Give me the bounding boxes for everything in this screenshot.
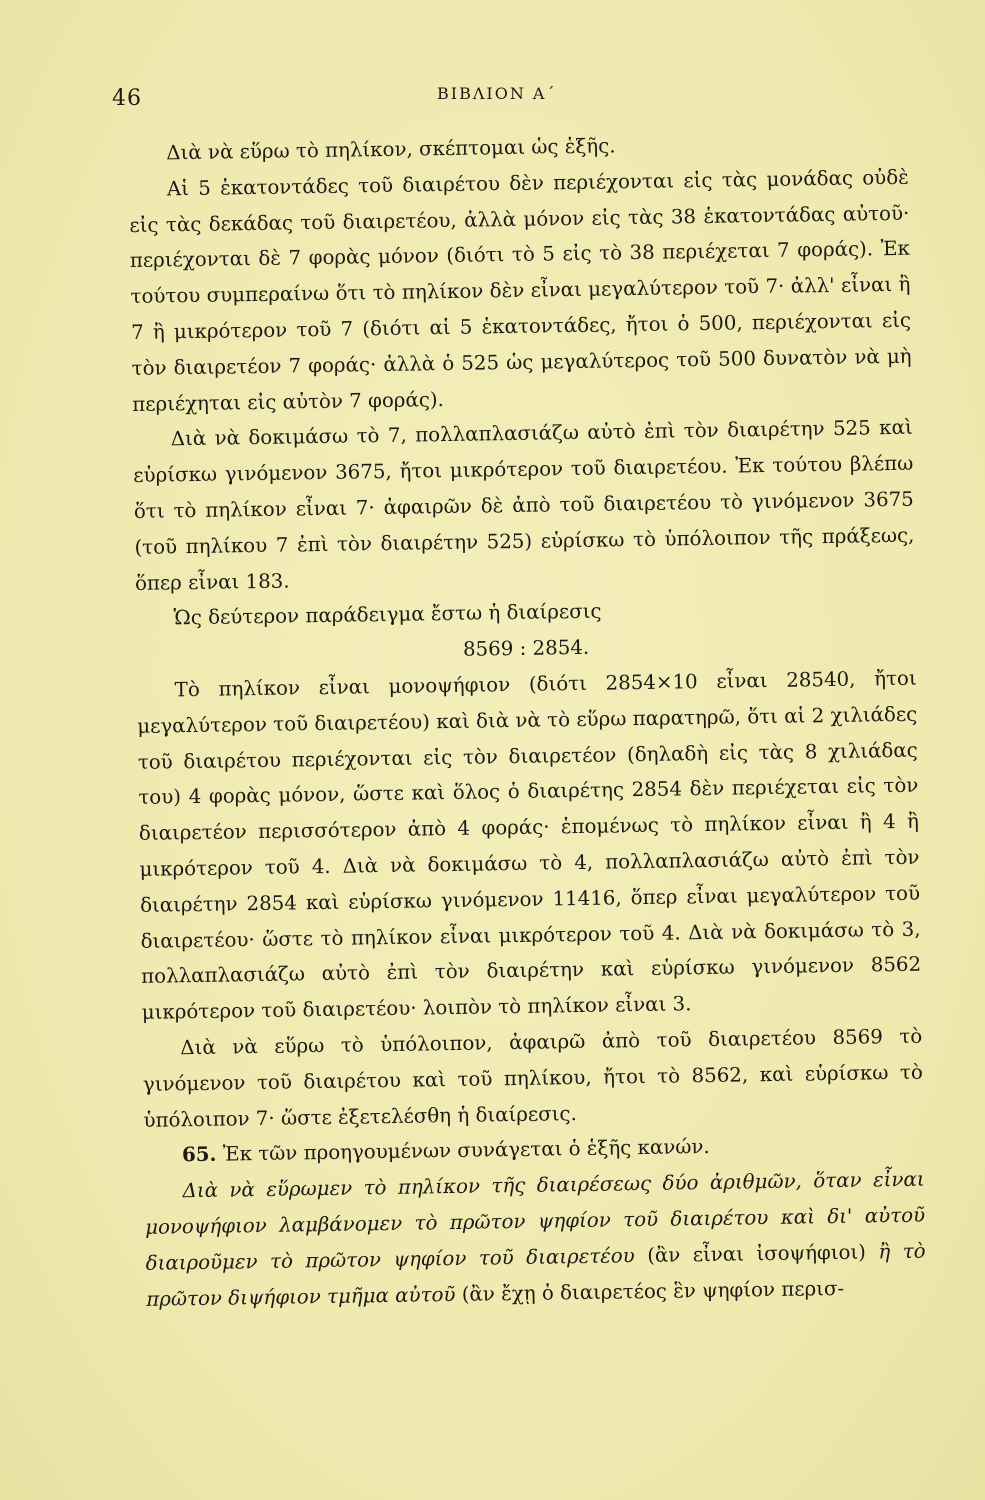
paragraph-3: Διὰ νὰ δοκιμάσω τὸ 7, πολλαπλασιάζω αὐτὸ ἐπὶ τὸν διαιρέτην 525 καὶ εὑρίσκω γινόμενον 3675, ἤτοι μικρότερον τοῦ διαιρετέου. Ἐκ τούτου βλέπω ὅτι τὸ πηλίκον εἶναι 7· ἀφαιρῶν δὲ ἀπὸ τοῦ διαιρετέου τὸ γινόμενον 3675 (τοῦ πηλίκου 7 ἐπὶ τὸν διαιρέτην 525) εὑρίσκω τὸ ὑπόλοιπον τῆς πράξεως, ὅπερ εἶναι 183. [133, 416, 915, 595]
rule-text-b: (ἂν εἶναι ἰσοψήφιοι) [647, 1240, 867, 1267]
paragraph-6: Διὰ νὰ εὕρω τὸ ὑπόλοιπον, ἀφαιρῶ ἀπὸ τοῦ διαιρετέου 8569 τὸ γινόμενον τοῦ διαιρέτου καὶ τοῦ πηλίκου, ἤτοι τὸ 8562, καὶ εὑρίσκω τὸ ὑπόλοιπον 7· ὥστε ἐξετελέσθη ἡ διαίρεσις. [142, 1024, 923, 1132]
page-body [128, 124, 926, 1317]
running-title: ΒΙΒΛΙΟΝ Α΄ [437, 84, 557, 103]
rule-text-a: Διὰ νὰ εὕρωμεν τὸ πηλίκον τῆς διαιρέσεως δύο ἀριθμῶν, ὅταν εἶναι μονοψήφιον λαμβάνομεν τὸ πρῶτον ψηφίον τοῦ διαιρέτου καὶ δι' αὐτοῦ διαιροῦμεν τὸ πρῶτον ψηφίον τοῦ διαιρετέου [144, 1167, 926, 1275]
page-number: 46 [112, 86, 142, 111]
division-formula: 8569 : 2854. [462, 635, 590, 661]
rule-text-d: (ἂν ἔχῃ ὁ διαιρετέος ἓν ψηφίον περισ- [461, 1276, 845, 1306]
rule-text-c: ἢ τὸ πρῶτον διψήφιον τμῆμα αὐτοῦ [146, 1239, 926, 1311]
division-rule [144, 1162, 926, 1317]
page-header [0, 80, 985, 120]
paragraph-1: Διὰ νὰ εὕρω τὸ πηλίκον, σκέπτομαι ὡς ἑξῆς. [166, 134, 616, 165]
section-intro-text: Ἐκ τῶν προηγουμένων συνάγεται ὁ ἑξῆς κανών. [222, 1135, 710, 1166]
paragraph-4: Ὡς δεύτερον παράδειγμα ἔστω ἡ διαίρεσις [173, 599, 602, 630]
section-number: 65. [181, 1142, 217, 1167]
paragraph-2: Αἱ 5 ἑκατοντάδες τοῦ διαιρέτου δὲν περιέχονται εἰς τὰς μονάδας οὐδὲ εἰς τὰς δεκάδας τοῦ διαιρετέου, ἀλλὰ μόνον εἰς τὰς 38 ἑκατοντάδας αὐτοῦ· περιέχονται δὲ 7 φορὰς μόνον (διότι τὸ 5 εἰς τὸ 38 περιέχεται 7 φοράς). Ἐκ τούτου συμπεραίνω ὅτι τὸ πηλίκον δὲν εἶναι μεγαλύτερον τοῦ 7· ἀλλ' εἶναι ἢ 7 ἢ μικρότερον τοῦ 7 (διότι αἱ 5 ἑκατοντάδες, ἤτοι ὁ 500, περιέχονται εἰς τὸν διαιρετέον 7 φοράς· ἀλλὰ ὁ 525 ὡς μεγαλύτερος τοῦ 500 δυνατὸν νὰ μὴ περιέχηται εἰς αὐτὸν 7 φοράς). [129, 165, 912, 416]
paragraph-5: Τὸ πηλίκον εἶναι μονοψήφιον (διότι 2854×10 εἶναι 28540, ἤτοι μεγαλύτερον τοῦ διαιρετέου) καὶ διὰ νὰ τὸ εὕρω παρατηρῶ, ὅτι αἱ 2 χιλιάδες τοῦ διαιρέτου περιέχονται εἰς τὸν διαιρετέον (δηλαδὴ εἰς τὰς 8 χιλιάδας του) 4 φορὰς μόνον, ὥστε καὶ ὅλος ὁ διαιρέτης 2854 δὲν περιέχεται εἰς τὸν διαιρετέον περισσότερον ἀπὸ 4 φοράς· ἑπομένως τὸ πηλίκον εἶναι ἢ 4 ἢ μικρότερον τοῦ 4. Διὰ νὰ δοκιμάσω τὸ 4, πολλαπλασιάζω αὐτὸ ἐπὶ τὸν διαιρέτην 2854 καὶ εὑρίσκω γινόμενον 11416, ὅπερ εἶναι μεγαλύτερον τοῦ διαιρετέου· ὥστε τὸ πηλίκον εἶναι μικρότερον τοῦ 4. Διὰ νὰ δοκιμάσω τὸ 3, πολλαπλασιάζω αὐτὸ ἐπὶ τὸν διαιρέτην καὶ εὑρίσκω γινόμενον 8562 μικρότερον τοῦ διαιρετέου· λοιπὸν τὸ πηλίκον εἶναι 3. [137, 666, 922, 1025]
